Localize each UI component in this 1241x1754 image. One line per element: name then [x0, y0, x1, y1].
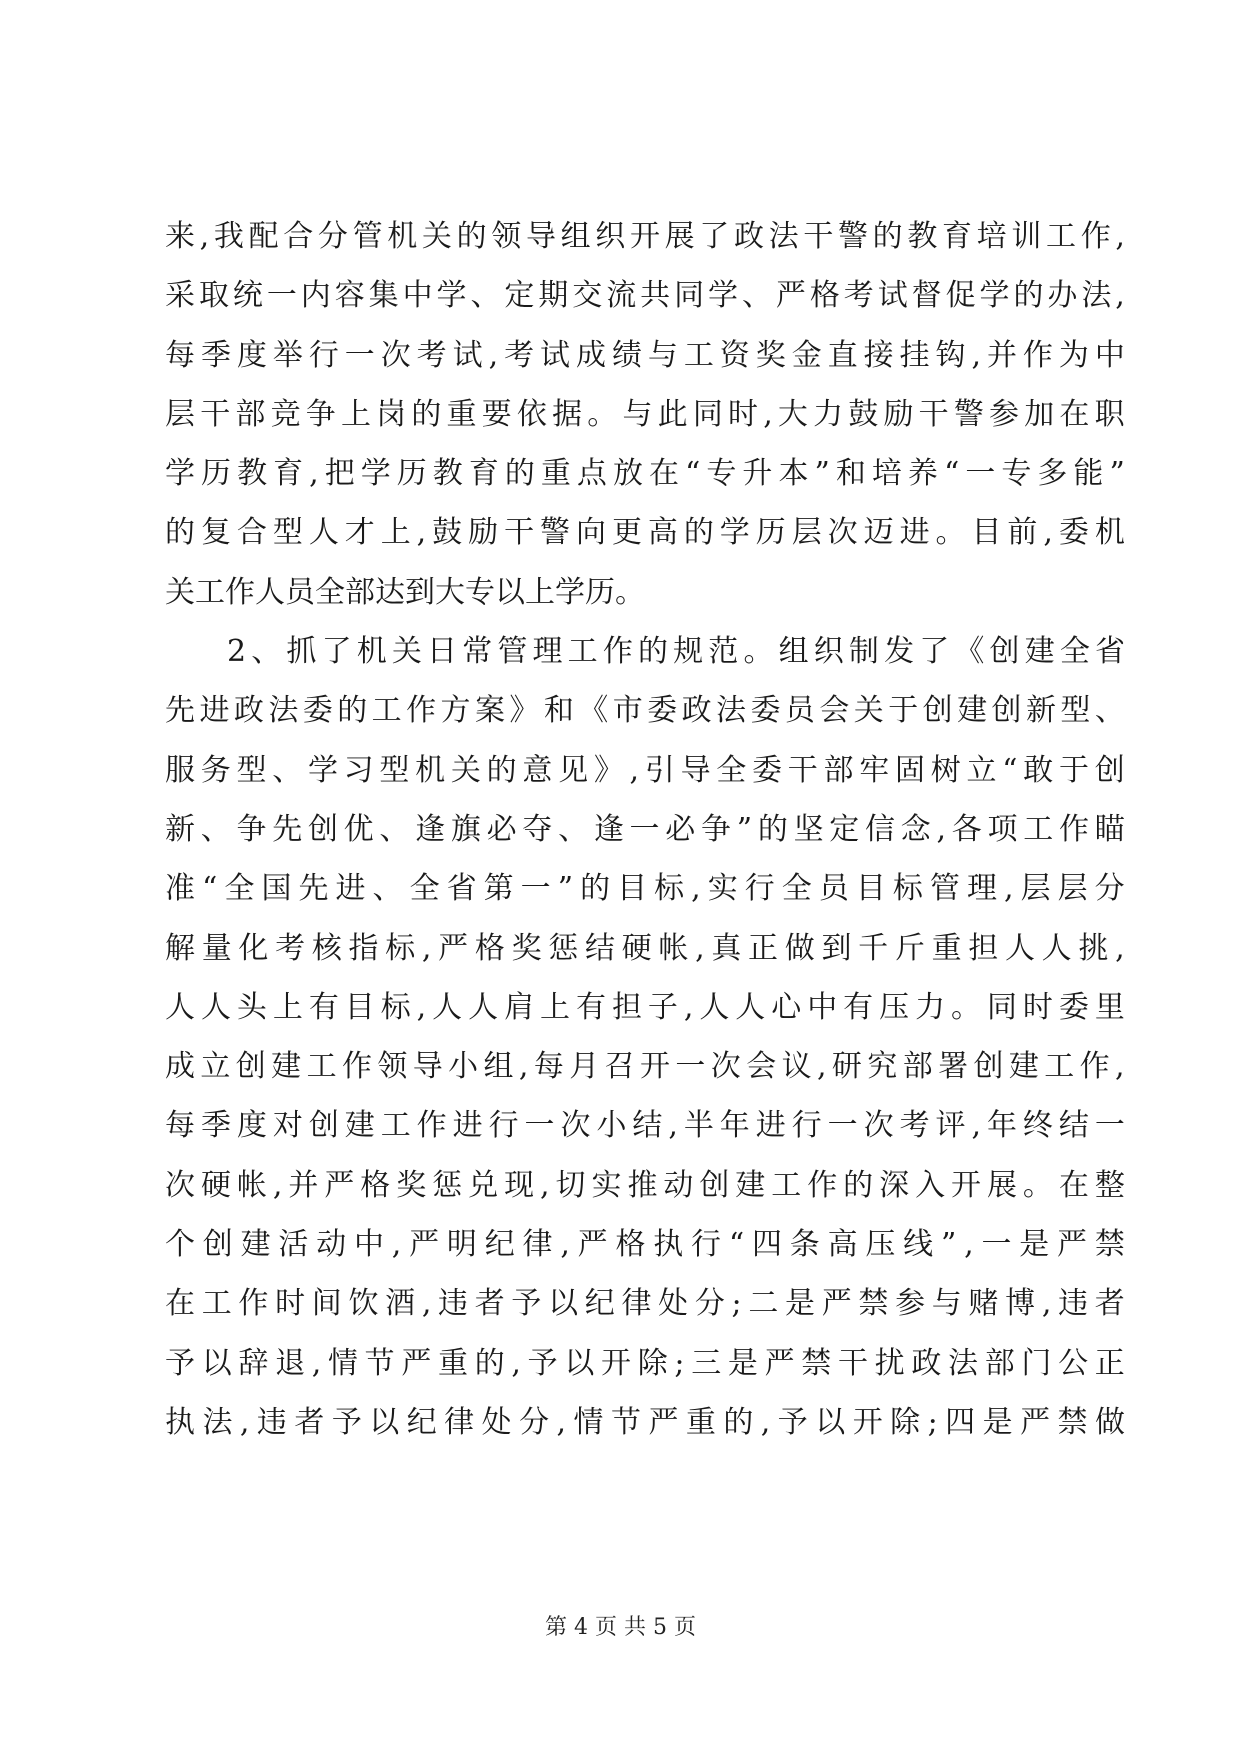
- text-line: 次 硬 帐 , 并 严 格 奖 惩 兑 现 , 切 实 推 动 创 建 工 作 的 深 入 开 展 。 在 整: [165, 1167, 1125, 1203]
- paragraph-start-line: 2 、 抓 了 机 关 日 常 管 理 工 作 的 规 范 。 组 织 制 发 了 《 创 建 全 省: [227, 634, 1125, 670]
- text-line: 执 法 , 违 者 予 以 纪 律 处 分 , 情 节 严 重 的 , 予 以 开 除 ; 四 是 严 禁 做: [165, 1404, 1125, 1440]
- text-line: 个 创 建 活 动 中 , 严 明 纪 律 , 严 格 执 行 “ 四 条 高 压 线 ” , 一 是 严 禁: [165, 1227, 1125, 1263]
- text-line: 每 季 度 举 行 一 次 考 试 , 考 试 成 绩 与 工 资 奖 金 直 接 挂 钩 , 并 作 为 中: [165, 337, 1125, 373]
- text-line: 在 工 作 时 间 饮 酒 , 违 者 予 以 纪 律 处 分 ; 二 是 严 禁 参 与 赌 博 , 违 者: [165, 1286, 1125, 1322]
- text-line: 采 取 统 一 内 容 集 中 学 、 定 期 交 流 共 同 学 、 严 格 考 试 督 促 学 的 办 法 ,: [165, 278, 1125, 314]
- text-line: 予 以 辞 退 , 情 节 严 重 的 , 予 以 开 除 ; 三 是 严 禁 干 扰 政 法 部 门 公 正: [165, 1345, 1125, 1381]
- text-line: 每 季 度 对 创 建 工 作 进 行 一 次 小 结 , 半 年 进 行 一 次 考 评 , 年 终 结 一: [165, 1108, 1125, 1144]
- text-line: 准 “ 全 国 先 进 、 全 省 第 一 ” 的 目 标 , 实 行 全 员 目 标 管 理 , 层 层 分: [165, 871, 1125, 907]
- text-line: 层 干 部 竞 争 上 岗 的 重 要 依 据 。 与 此 同 时 , 大 力 鼓 励 干 警 参 加 在 职: [165, 396, 1125, 432]
- text-line: 服 务 型 、 学 习 型 机 关 的 意 见 》 , 引 导 全 委 干 部 牢 固 树 立 “ 敢 于 创: [165, 752, 1125, 788]
- text-line: 先 进 政 法 委 的 工 作 方 案 》 和 《 市 委 政 法 委 员 会 关 于 创 建 创 新 型 、: [165, 693, 1125, 729]
- page-number: 第 4 页 共 5 页: [545, 1615, 696, 1640]
- text-line: 关 工 作 人 员 全 部 达 到 大 专 以 上 学 历 。: [165, 574, 645, 610]
- text-line: 的 复 合 型 人 才 上 , 鼓 励 干 警 向 更 高 的 学 历 层 次 迈 进 。 目 前 , 委 机: [165, 515, 1125, 551]
- text-line: 新 、 争 先 创 优 、 逢 旗 必 夺 、 逢 一 必 争 ” 的 坚 定 信 念 , 各 项 工 作 瞄: [165, 811, 1125, 847]
- text-line: 学 历 教 育 , 把 学 历 教 育 的 重 点 放 在 “ 专 升 本 ” 和 培 养 “ 一 专 多 能 ”: [165, 456, 1125, 492]
- text-line: 来 , 我 配 合 分 管 机 关 的 领 导 组 织 开 展 了 政 法 干 警 的 教 育 培 训 工 作 ,: [165, 219, 1125, 254]
- page-footer: [0, 1610, 1241, 1641]
- text-line: 解 量 化 考 核 指 标 , 严 格 奖 惩 结 硬 帐 , 真 正 做 到 千 斤 重 担 人 人 挑 ,: [165, 930, 1125, 966]
- text-line: 成 立 创 建 工 作 领 导 小 组 , 每 月 召 开 一 次 会 议 , 研 究 部 署 创 建 工 作 ,: [165, 1049, 1125, 1085]
- body-text: [165, 207, 1125, 1452]
- text-line: 人 人 头 上 有 目 标 , 人 人 肩 上 有 担 子 , 人 人 心 中 有 压 力 。 同 时 委 里: [165, 989, 1125, 1025]
